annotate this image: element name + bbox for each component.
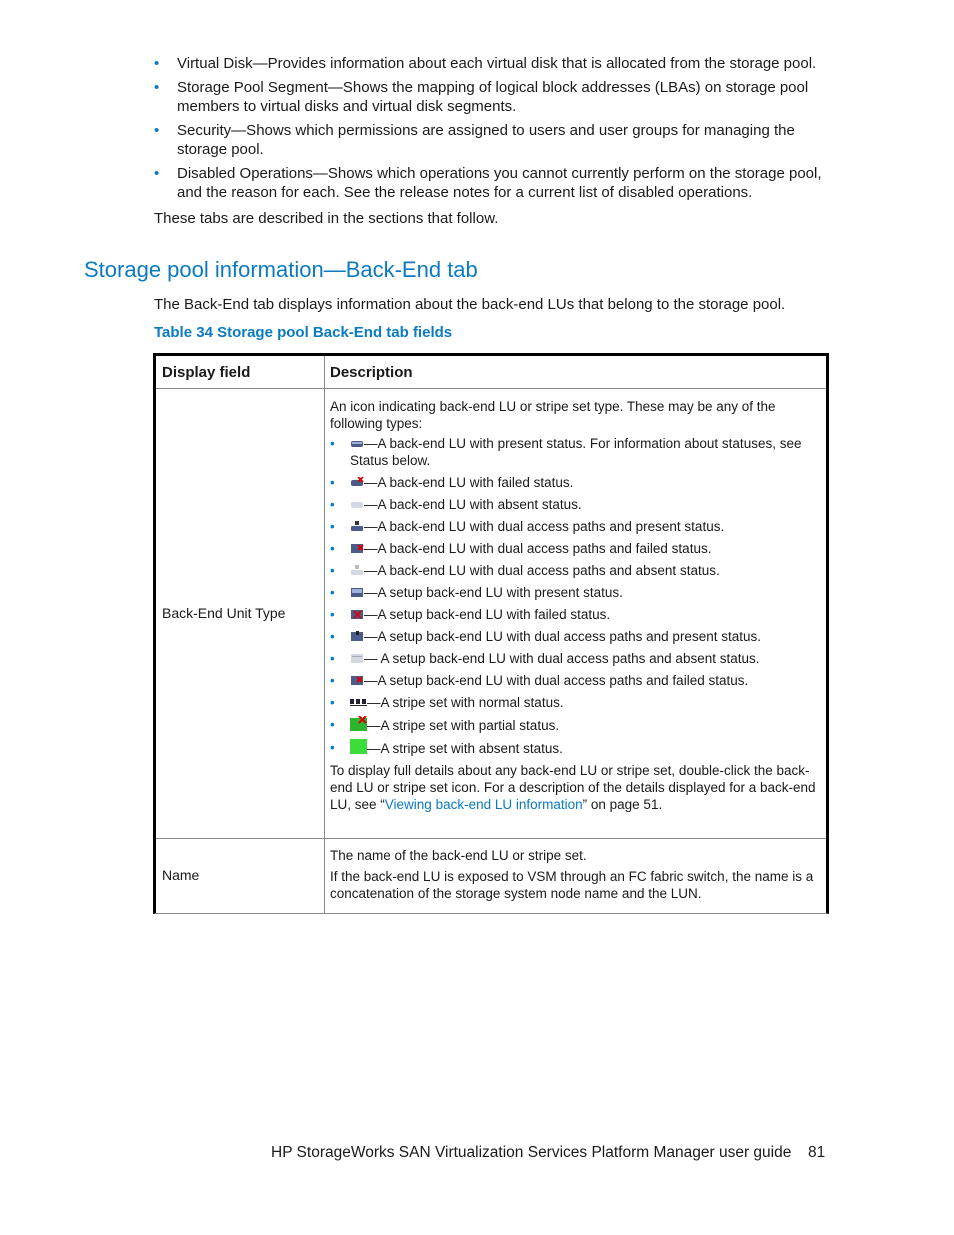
header-divider [156, 388, 826, 389]
list-item: • —A back-end LU with dual access paths and failed status. [330, 541, 712, 556]
stripe-set-partial-icon [350, 716, 367, 731]
setup-lu-dual-failed-icon [350, 675, 364, 686]
header-display-field: Display field [162, 364, 251, 381]
list-item: • —A back-end LU with failed status. [330, 475, 574, 490]
description-name: The name of the back-end LU or stripe set. If the back-end LU is exposed to VSM through an FC fabric switch, the name is a concatenation of the storage system node name and the LUN. [330, 848, 814, 901]
list-item: • —A back-end LU with dual access paths and present status. [330, 519, 725, 534]
list-item: • —A stripe set with normal status. [330, 695, 564, 710]
section-heading: Storage pool information—Back-End tab [84, 257, 478, 282]
backend-lu-dual-present-icon [350, 521, 364, 532]
icon-type-list [330, 435, 822, 757]
backend-lu-failed-icon [350, 477, 364, 488]
backend-lu-absent-icon [350, 499, 364, 510]
list-item: • Virtual Disk—Provides information about each virtual disk that is allocated from the storage pool. [154, 55, 817, 72]
page-number: 81 [808, 1144, 826, 1161]
list-item: • —A stripe set with partial status. [330, 717, 560, 733]
tab-list [154, 54, 834, 207]
setup-lu-failed-icon [350, 609, 364, 620]
list-item: • — A setup back-end LU with dual access paths and absent status. [330, 651, 760, 666]
viewing-backend-lu-link[interactable]: Viewing back-end LU information [384, 797, 583, 812]
backend-lu-present-icon [350, 438, 364, 449]
list-item: • Security—Shows which permissions are assigned to users and user groups for managing the storage pool. [154, 122, 795, 158]
footer-title: HP StorageWorks SAN Virtualization Services Platform Manager user guide [271, 1144, 792, 1161]
header-description: Description [330, 364, 413, 381]
setup-lu-present-icon [350, 587, 364, 598]
list-item: • —A setup back-end LU with failed status. [330, 607, 611, 622]
backend-lu-dual-failed-icon [350, 543, 364, 554]
row-divider [156, 838, 826, 839]
bullet-icon: • [154, 165, 160, 182]
list-item: • Storage Pool Segment—Shows the mapping of logical block addresses (LBAs) on storage pool members to virtual disks and virtual disk segments. [154, 79, 809, 115]
list-item: • —A stripe set with absent status. [330, 740, 563, 756]
description-backend-unit-type [330, 398, 822, 813]
list-item: • —A setup back-end LU with dual access paths and failed status. [330, 673, 749, 688]
table-caption: Table 34 Storage pool Back-End tab fields [154, 324, 453, 341]
list-item: • —A back-end LU with present status. For information about statuses, see Status below. [330, 436, 802, 468]
list-item: • —A back-end LU with dual access paths and absent status. [330, 563, 720, 578]
bullet-icon: • [154, 55, 160, 72]
list-item: • —A back-end LU with absent status. [330, 497, 582, 512]
description-intro: An icon indicating back-end LU or stripe set type. These may be any of the following types: [330, 399, 776, 431]
description-outro: To display full details about any back-end LU or stripe set, double-click the back-end LU or stripe set icon. For a description of the details displayed for a back-end LU, see “Viewing back-end LU information” on page 51. [330, 763, 816, 812]
backend-fields-table [153, 353, 829, 914]
intro-text: These tabs are described in the sections that follow. [154, 210, 499, 227]
list-item: • —A setup back-end LU with present status. [330, 585, 623, 600]
section-paragraph: The Back-End tab displays information about the back-end LUs that belong to the storage pool. [154, 296, 786, 313]
list-item: • Disabled Operations—Shows which operations you cannot currently perform on the storage pool, and the reason for each. See the release notes for a current list of disabled operations. [154, 165, 822, 201]
bullet-icon: • [154, 122, 160, 139]
stripe-set-normal-icon [350, 697, 367, 708]
backend-lu-dual-absent-icon [350, 565, 364, 576]
setup-lu-dual-absent-icon [350, 653, 364, 664]
column-divider [324, 356, 325, 913]
list-item: • —A setup back-end LU with dual access paths and present status. [330, 629, 761, 644]
stripe-set-absent-icon [350, 739, 367, 754]
bullet-icon: • [154, 79, 160, 96]
setup-lu-dual-present-icon [350, 631, 364, 642]
field-name: Name [162, 867, 200, 883]
field-backend-unit-type: Back-End Unit Type [162, 605, 286, 621]
